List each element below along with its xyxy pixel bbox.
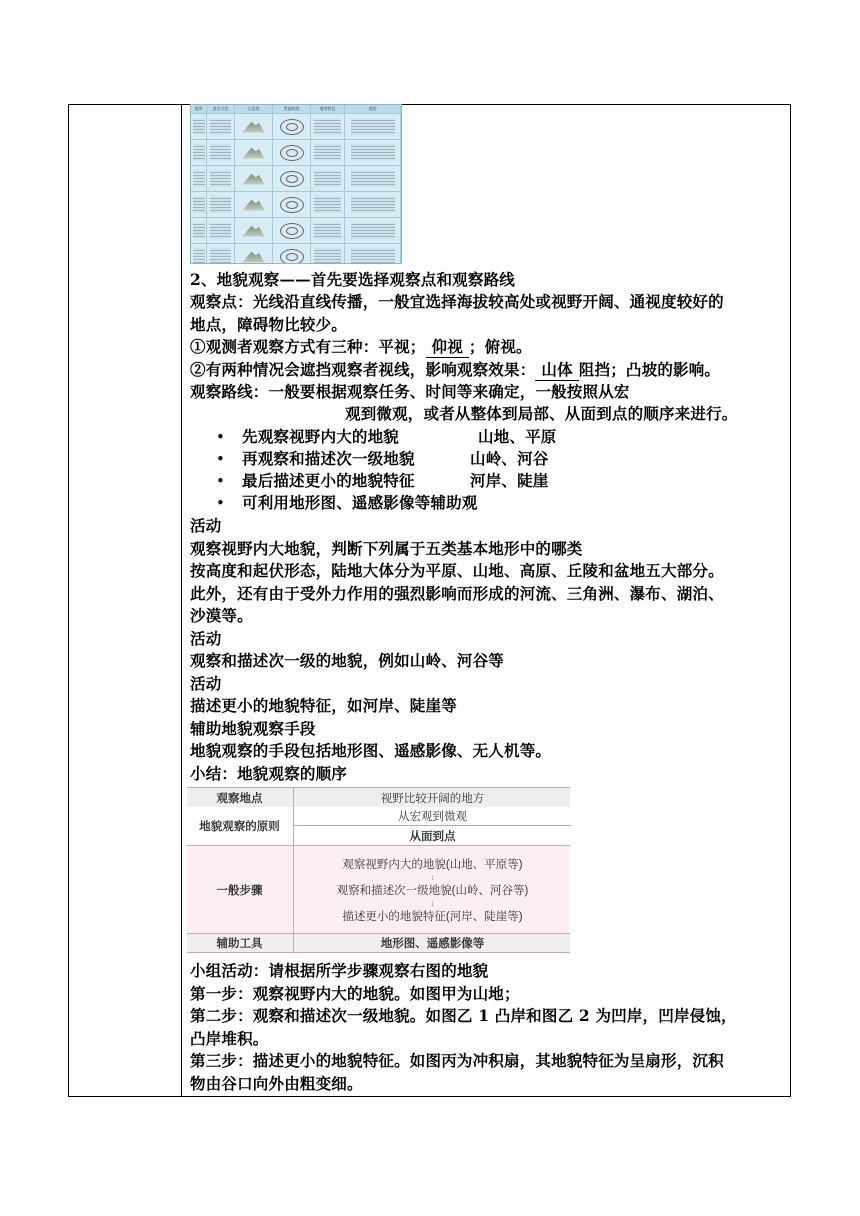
contour-map bbox=[273, 114, 311, 140]
row-observation-place bbox=[187, 787, 570, 808]
text-placeholder bbox=[351, 222, 395, 240]
text-placeholder bbox=[210, 222, 232, 240]
landform-text-cell bbox=[191, 244, 207, 264]
text-placeholder bbox=[351, 248, 395, 264]
activity-2-text: 观察和描述次一级的地貌，例如山岭、河谷等 bbox=[190, 651, 505, 670]
text-placeholder bbox=[210, 144, 232, 162]
steps-values bbox=[293, 846, 571, 933]
tools-value: 地形图、遥感影像等 bbox=[293, 934, 571, 952]
text-placeholder bbox=[314, 222, 340, 240]
activity-1-text: 观察视野内大地貌，判断下列属于五类基本地形中的哪类 bbox=[190, 539, 583, 558]
bullet-dot: • bbox=[216, 428, 225, 446]
mountain-icon bbox=[243, 147, 265, 159]
observation-point-line-2: 地点，障碍物比较少。 bbox=[190, 315, 348, 334]
landform-paragraph-1: 按高度和起伏形态，陆地大体分为平原、山地、高原、丘陵和盆地五大部分。 bbox=[190, 561, 724, 580]
landform-text-cell bbox=[191, 218, 207, 244]
bullet-example: 山岭、河谷 bbox=[470, 449, 549, 468]
landform-text-cell bbox=[345, 244, 401, 264]
principle-value: 从面到点 bbox=[293, 826, 571, 845]
landform-text-cell bbox=[207, 140, 235, 166]
bullet-dot: • bbox=[216, 450, 225, 468]
row-principle bbox=[187, 807, 570, 846]
contour-icon bbox=[280, 171, 304, 187]
text-placeholder bbox=[314, 170, 340, 188]
block-suffix: 阻挡；凸坡的影响。 bbox=[578, 360, 721, 379]
down-arrow-icon: ↓ bbox=[430, 897, 435, 908]
text-placeholder bbox=[351, 196, 395, 214]
landform-text-cell bbox=[191, 166, 207, 192]
contour-map bbox=[273, 244, 311, 264]
text-placeholder bbox=[314, 248, 340, 264]
row-steps bbox=[187, 846, 570, 934]
text-placeholder bbox=[193, 196, 205, 214]
text-placeholder bbox=[351, 144, 395, 162]
mode-blank: 仰视 bbox=[426, 337, 469, 358]
activity-heading: 活动 bbox=[190, 516, 222, 535]
landform-sketch bbox=[235, 192, 273, 218]
landform-text-cell bbox=[207, 192, 235, 218]
landform-text-cell bbox=[345, 114, 401, 140]
mountain-icon bbox=[243, 251, 265, 263]
mountain-icon bbox=[243, 199, 265, 211]
bullet-text: 先观察视野内大的地貌 bbox=[242, 427, 400, 446]
landform-text-cell bbox=[345, 192, 401, 218]
landform-sketch bbox=[235, 218, 273, 244]
landform-sketch bbox=[235, 244, 273, 264]
landform-text-cell bbox=[311, 192, 345, 218]
bullet-dot: • bbox=[216, 494, 225, 512]
landform-header-cell: 说明 bbox=[345, 105, 401, 114]
group-activity-title: 小组活动：请根据所学步骤观察右图的地貌 bbox=[190, 961, 489, 980]
mode-prefix: ①观测者观察方式有三种：平视； bbox=[190, 337, 426, 356]
contour-icon bbox=[280, 119, 304, 135]
contour-icon bbox=[280, 249, 304, 265]
landform-text-cell bbox=[311, 244, 345, 264]
down-arrow-icon: ↓ bbox=[430, 871, 435, 882]
landform-paragraph-3: 沙漠等。 bbox=[190, 606, 253, 625]
text-placeholder bbox=[193, 170, 205, 188]
landform-paragraph-2: 此外，还有由于受外力作用的强烈影响而形成的河流、三角洲、瀑布、湖泊、 bbox=[190, 584, 724, 603]
text-placeholder bbox=[314, 196, 340, 214]
obstruction-line bbox=[190, 360, 720, 381]
route-line-2: 观到微观，或者从整体到局部、从面到点的顺序来进行。 bbox=[345, 404, 738, 423]
landform-sketch bbox=[235, 166, 273, 192]
contour-map bbox=[273, 166, 311, 192]
aux-title: 辅助地貌观察手段 bbox=[190, 719, 316, 738]
column-divider bbox=[181, 104, 182, 1097]
text-placeholder bbox=[314, 118, 340, 136]
observation-place-label: 观察地点 bbox=[216, 792, 263, 805]
text-placeholder bbox=[314, 144, 340, 162]
step-2-line-2: 凸岸堆积。 bbox=[190, 1029, 269, 1048]
landform-text-cell bbox=[207, 166, 235, 192]
landform-text-cell bbox=[345, 218, 401, 244]
activity-3-text: 描述更小的地貌特征，如河岸、陡崖等 bbox=[190, 696, 457, 715]
bullet-text: 再观察和描述次一级地貌 bbox=[242, 449, 415, 468]
landform-sketch bbox=[235, 114, 273, 140]
activity-heading: 活动 bbox=[190, 674, 222, 693]
step-value: 观察视野内大的地貌(山地、平原等) bbox=[342, 858, 523, 871]
observation-mode-line bbox=[190, 337, 532, 358]
landform-text-cell bbox=[191, 140, 207, 166]
contour-map bbox=[273, 192, 311, 218]
principle-label: 地貌观察的原则 bbox=[199, 821, 280, 833]
contour-icon bbox=[280, 145, 304, 161]
landform-header-cell: 表示方法 bbox=[207, 105, 235, 114]
mountain-icon bbox=[243, 225, 265, 237]
landform-text-cell bbox=[311, 166, 345, 192]
summary-table bbox=[187, 787, 570, 952]
step-1: 第一步：观察视野内大的地貌。如图甲为山地； bbox=[190, 984, 520, 1003]
activity-heading: 活动 bbox=[190, 629, 222, 648]
bullet-text: 可利用地形图、遥感影像等辅助观 bbox=[242, 493, 478, 512]
text-placeholder bbox=[193, 144, 205, 162]
observation-place-value: 视野比较开阔的地方 bbox=[293, 788, 571, 807]
summary-title: 小结：地貌观察的顺序 bbox=[190, 764, 348, 783]
block-blank: 山体 bbox=[535, 360, 578, 381]
landform-text-cell bbox=[311, 218, 345, 244]
contour-map bbox=[273, 218, 311, 244]
landform-text-cell bbox=[207, 114, 235, 140]
landform-text-cell bbox=[207, 244, 235, 264]
step-value: 描述更小的地貌特征(河岸、陡崖等) bbox=[342, 910, 523, 923]
bullet-example: 河岸、陡崖 bbox=[470, 471, 549, 490]
steps-label: 一般步骤 bbox=[216, 884, 263, 897]
observation-point-line-1: 观察点：光线沿直线传播，一般宜选择海拔较高处或视野开阔、通视度较好的 bbox=[190, 292, 724, 311]
landform-text-cell bbox=[345, 166, 401, 192]
landform-header-cell: 等高线图 bbox=[273, 105, 311, 114]
text-placeholder bbox=[210, 170, 232, 188]
mountain-icon bbox=[243, 173, 265, 185]
landform-text-cell bbox=[191, 114, 207, 140]
route-line-1: 观察路线：一般要根据观察任务、时间等来确定，一般按照从宏 bbox=[190, 382, 630, 401]
text-placeholder bbox=[210, 118, 232, 136]
contour-icon bbox=[280, 223, 304, 239]
step-value: 观察和描述次一级地貌(山岭、河谷等) bbox=[336, 884, 529, 897]
step-3-line-2: 物由谷口向外由粗变细。 bbox=[190, 1074, 363, 1093]
tools-label: 辅助工具 bbox=[216, 938, 263, 950]
section-title: 2、地貌观察——首先要选择观察点和观察路线 bbox=[190, 270, 515, 289]
step-3-line-1: 第三步：描述更小的地貌特征。如图丙为冲积扇，其地貌特征为呈扇形，沉积 bbox=[190, 1051, 724, 1070]
landform-text-cell bbox=[191, 192, 207, 218]
bullet-dot: • bbox=[216, 472, 225, 490]
text-placeholder bbox=[193, 118, 205, 136]
bullet-text: 最后描述更小的地貌特征 bbox=[242, 471, 415, 490]
landform-text-cell bbox=[311, 114, 345, 140]
landform-table-image bbox=[190, 104, 402, 264]
aux-text: 地貌观察的手段包括地形图、遥感影像、无人机等。 bbox=[190, 741, 552, 760]
landform-header-cell: 示意图 bbox=[235, 105, 273, 114]
contour-icon bbox=[280, 197, 304, 213]
text-placeholder bbox=[193, 248, 205, 264]
step-2-line-1: 第二步：观察和描述次一级地貌。如图乙 1 凸岸和图乙 2 为凹岸，凹岸侵蚀， bbox=[190, 1006, 737, 1025]
block-prefix: ②有两种情况会遮挡观察者视线，影响观察效果： bbox=[190, 360, 536, 379]
bullet-example: 山地、平原 bbox=[478, 427, 557, 446]
contour-map bbox=[273, 140, 311, 166]
text-placeholder bbox=[351, 118, 395, 136]
landform-header-cell: 地形 bbox=[191, 105, 207, 114]
landform-text-cell bbox=[345, 140, 401, 166]
text-placeholder bbox=[351, 170, 395, 188]
landform-header-cell: 地形特征 bbox=[311, 105, 345, 114]
landform-text-cell bbox=[207, 218, 235, 244]
mountain-icon bbox=[243, 121, 265, 133]
text-placeholder bbox=[210, 248, 232, 264]
row-tools bbox=[187, 934, 570, 953]
principle-value: 从宏观到微观 bbox=[293, 807, 571, 826]
landform-text-cell bbox=[311, 140, 345, 166]
text-placeholder bbox=[210, 196, 232, 214]
mode-suffix: ；俯视。 bbox=[468, 337, 532, 356]
landform-sketch bbox=[235, 140, 273, 166]
text-placeholder bbox=[193, 222, 205, 240]
